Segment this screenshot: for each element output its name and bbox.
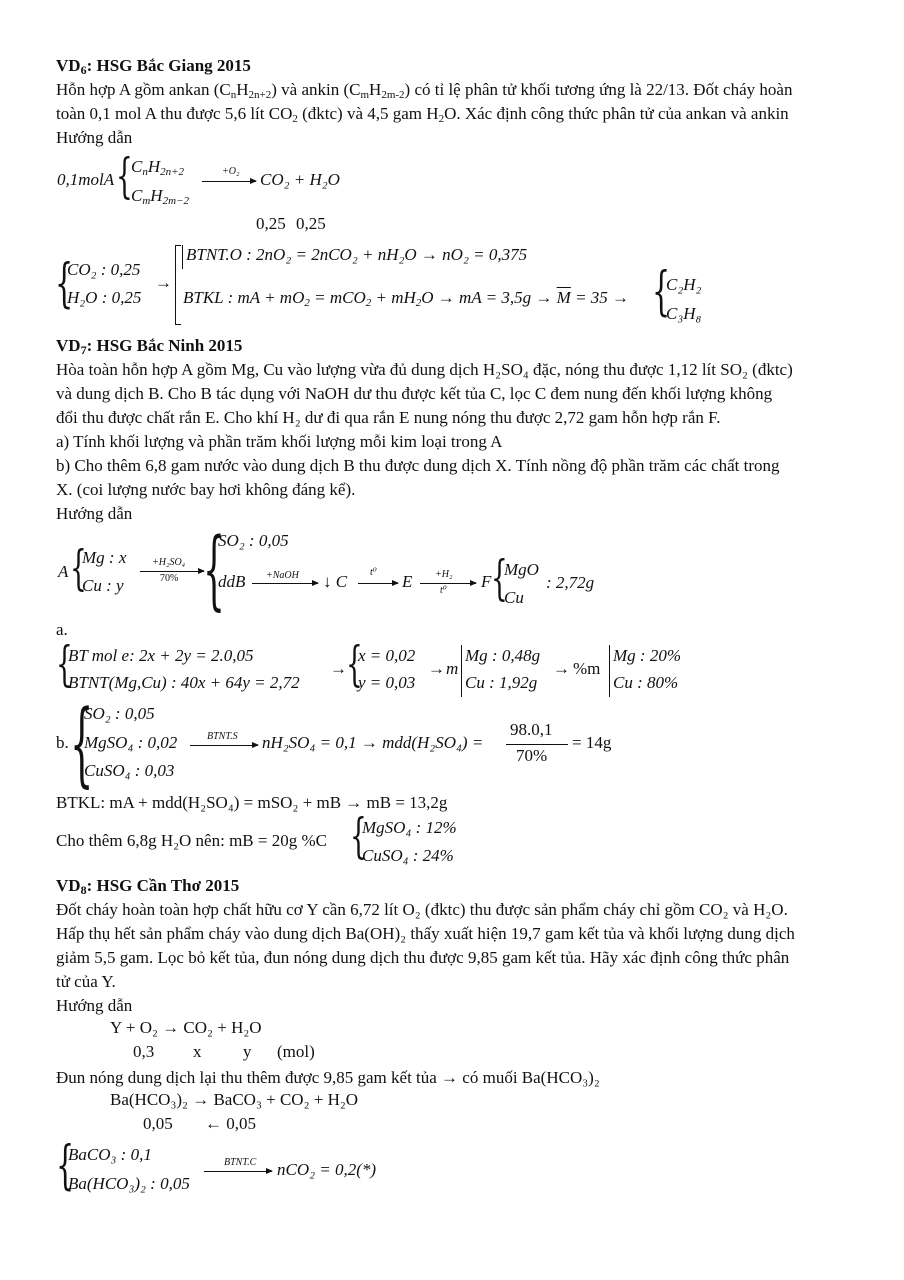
vd7-scheme-272: : 2,72g <box>546 573 595 592</box>
vd6-p2-a: toàn 0,1 mol A thu được 5,6 lít CO <box>56 104 293 123</box>
vd7-scheme-arrow-3 <box>358 583 398 584</box>
vd6-eq2-right-brace: { <box>652 262 671 322</box>
vd7-problem-line-2: và dung dịch B. Cho B tác dụng với NaOH dư thu được kết tủa C, lọc C đem nung đến khối lượng không <box>56 384 773 403</box>
vd6-p1-b: H <box>236 80 249 99</box>
vd6-heading <box>56 54 856 78</box>
vd7-a-m: m <box>446 659 459 678</box>
vd7-a-arrow-1: → <box>330 659 347 678</box>
vd8-final-result: nCO₂ = 0,2(*) <box>277 1160 377 1179</box>
vd6-eq2-btkl-a: BTKL : mA + mO <box>183 288 305 307</box>
vd7-b-den: 70% <box>516 746 548 765</box>
vd6-eq1-top <box>131 157 184 177</box>
vd7-a-mg: Mg : 0,48g <box>465 646 541 665</box>
vd8-reaction-1-v1: 0,3 <box>133 1042 155 1061</box>
vd6-eq1-arrow <box>202 181 256 182</box>
vd6-eq2-btkl-e: = 35 → <box>570 288 630 307</box>
vd6-p2-c: (đktc) và 4,5 gam H <box>297 104 439 123</box>
vd7-a-label: a. <box>56 620 68 639</box>
vd7-scheme-brace-b: { <box>203 520 225 620</box>
vd8-problem-line-3: giảm 5,5 gam. Lọc bỏ kết tủa, đun nóng dung dịch thu được 9,85 gam kết tủa. Hãy xác định công thức phân <box>56 948 790 967</box>
vd8-title-prefix: VD <box>56 876 81 895</box>
vd7-a-brace-1: { <box>56 636 73 692</box>
vd8-final-baco3: BaCO₃ : 0,1 <box>68 1145 152 1164</box>
vd7-a-bt: BT mol e: 2x + 2y = 2.0,05 <box>68 646 254 665</box>
vd7-scheme-h2: +H₂ <box>435 569 453 580</box>
vd7-a-arrow-3: → <box>553 659 570 678</box>
vd7-scheme-cu2: Cu <box>504 588 524 607</box>
vd7-title-num: 7 <box>80 343 87 357</box>
vd7-scheme-so2: SO₂ : 0,05 <box>218 531 289 550</box>
vd7-heading <box>56 334 856 358</box>
vd7-a-pm: %m <box>573 659 601 678</box>
vd6-p1-a: Hỗn hợp A gồm ankan (C <box>56 80 231 99</box>
vd8-title-num: 8 <box>80 883 87 897</box>
vd6-eq1-arrow-label: +O₂ <box>222 166 240 177</box>
vd8-reaction-1-v3: y <box>243 1042 252 1061</box>
vd7-b-arrow-label: BTNT.S <box>207 731 238 742</box>
vd6-eq2-btkl: BTKL : mA + $mO_2 = mCO_2 + mH_2O$ → mA = $3,5g \to \overline{M} = 35$ → <box>183 288 630 309</box>
vd7-scheme-arrow-top: +H₂SO₄ <box>152 557 186 568</box>
vd7-scheme-brace-f: { <box>491 550 508 606</box>
vd6-eq2-co2: CO₂ : 0,25 <box>67 260 141 279</box>
vd7-problem-line-1: Hòa toàn hỗn hợp A gồm Mg, Cu vào lượng vừa đủ dung dịch H₂SO₄ đặc, nóng thu được 1,12 lít SO₂ (đktc) <box>56 360 793 379</box>
vd8-problem-line-1: Đốt cháy hoàn toàn hợp chất hữu cơ Y cần 6,72 lít O₂ (đktc) thu được sản phẩm cháy chỉ gồm CO₂ và H₂O. <box>56 900 788 919</box>
vd7-scheme-brace-a: { <box>70 540 87 596</box>
vd8-reaction-2: Ba(HCO₃)₂ → BaCO₃ + CO₂ + H₂O <box>110 1090 359 1109</box>
vd6-eq1-bottom <box>131 186 189 206</box>
vd6-eq2-bracket-top <box>175 245 181 246</box>
vd6-eq1-values: 0,25 0,25 <box>256 214 326 233</box>
vd7-b-frac-line <box>506 744 568 745</box>
vd7-a-arrow-2: → <box>428 659 445 678</box>
vd8-heading <box>56 874 856 898</box>
vd7-add-brace: { <box>350 808 367 864</box>
vd8-final-bahco3: Ba(HCO₃)₂ : 0,05 <box>68 1174 190 1193</box>
vd7-scheme-naoh: +NaOH <box>266 570 299 581</box>
vd7-scheme-arrow-bot: 70% <box>160 573 179 584</box>
vd6-title-rest: : HSG Bắc Giang 2015 <box>86 56 251 75</box>
vd7-scheme-f: F <box>481 572 492 591</box>
vd7-question-a: a) Tính khối lượng và phần trăm khối lượng mỗi kim loại trong A <box>56 432 503 451</box>
vd6-eq2-bracket-bottom <box>175 324 181 325</box>
vd6-eq1-top-n: n <box>142 166 148 178</box>
vd7-question-b-line-2: X. (coi lượng nước bay hơi không đáng kể). <box>56 480 356 499</box>
vd6-eq2-h2o: H₂O : 0,25 <box>67 288 142 307</box>
vd6-eq1-brace: { <box>116 148 133 204</box>
vd7-b-num: 98.0,1 <box>510 720 553 739</box>
vd7-a-x: x = 0,02 <box>358 646 416 665</box>
vd6-problem-line-2 <box>56 102 856 126</box>
vd6-p1-2m2: 2m-2 <box>381 89 405 101</box>
vd7-b-res: = 14g <box>572 733 612 752</box>
vd7-a-bar-2 <box>609 645 610 697</box>
vd8-heat-line: Đun nóng dung dịch lại thu thêm được 9,85 gam kết tủa → có muối Ba(HCO₃)₂ <box>56 1068 600 1087</box>
vd7-a-mgp: Mg : 20% <box>613 646 681 665</box>
vd6-eq2-btkl-d: O → mA = 3,5g → <box>421 288 557 307</box>
vd6-p2-b: 2 <box>292 113 298 125</box>
vd6-p1-n: n <box>230 89 237 101</box>
vd7-a-cu: Cu : 1,92g <box>465 673 538 692</box>
vd8-reaction-1-v4: (mol) <box>277 1042 315 1061</box>
vd7-scheme-e: E <box>402 572 413 591</box>
vd7-scheme-mgo: MgO <box>504 560 539 579</box>
vd7-scheme-arrow-4 <box>420 583 476 584</box>
vd8-problem-line-4: tử của Y. <box>56 972 116 991</box>
vd7-title-prefix: VD <box>56 336 81 355</box>
vd7-btkl: BTKL: mA + mdd(H₂SO₄) = mSO₂ + mB → mB = 13,2g <box>56 793 448 812</box>
vd7-scheme-t0a: t⁰ <box>370 567 377 578</box>
vd7-add: Cho thêm 6,8g H₂O nên: mB = 20g %C <box>56 831 327 850</box>
vd7-problem-line-3: đổi thu được chất rắn E. Cho khí H₂ dư đi qua rắn E nung nóng thu được 2,72 gam hỗn hợp rắn F. <box>56 408 721 427</box>
vd6-eq2-btkl-mbar: $\overline{M}$ <box>556 288 571 307</box>
vd7-add-mg: MgSO₄ : 12% <box>362 818 457 837</box>
vd6-eq2-r1: C₂H₂ <box>666 275 702 294</box>
vd6-p1-d: H <box>369 80 382 99</box>
vd7-scheme-arrow-1 <box>140 571 204 572</box>
vd7-b-brace: { <box>70 690 94 797</box>
vd7-guide-label: Hướng dẫn <box>56 504 133 523</box>
vd8-final-arrow <box>204 1171 272 1172</box>
vd7-scheme-mg: Mg : x <box>82 548 127 567</box>
vd6-eq2-bracket <box>175 245 176 325</box>
vd6-eq2-btkl-b: = mCO <box>309 288 366 307</box>
vd6-eq2-brace: { <box>55 254 74 314</box>
vd7-scheme-a: A <box>58 562 69 581</box>
vd7-b-label: b. <box>56 733 69 752</box>
vd7-scheme-c: ↓ C <box>323 572 348 591</box>
vd6-eq1-right: CO₂ + H₂O <box>260 170 340 189</box>
vd6-p2-d: 2 <box>438 113 445 125</box>
vd7-add-cu: CuSO₄ : 24% <box>362 846 454 865</box>
vd7-b-cuso4: CuSO₄ : 0,03 <box>84 761 175 780</box>
vd6-p1-c: ) và ankin (C <box>271 80 361 99</box>
vd6-guide-label: Hướng dẫn <box>56 128 133 147</box>
vd8-reaction-1: Y + O₂ → CO₂ + H₂O <box>110 1018 262 1037</box>
vd8-reaction-1-v2: x <box>193 1042 202 1061</box>
vd6-eq2-inner-bar <box>182 245 183 269</box>
vd8-reaction-2-v2: ← 0,05 <box>205 1114 256 1133</box>
vd8-guide-label: Hướng dẫn <box>56 996 133 1015</box>
vd6-eq2-arrow: → <box>155 273 172 292</box>
vd6-eq1-top-c: C <box>131 157 143 176</box>
vd6-eq1-bot-s: 2m−2 <box>162 195 189 207</box>
vd6-eq2-btnt: BTNT.O : 2nO₂ = 2nCO₂ + nH₂O → nO₂ = 0,375 <box>186 245 528 264</box>
vd8-final-arrow-label: BTNT.C <box>224 1157 257 1168</box>
vd8-final-brace: { <box>56 1136 75 1196</box>
vd7-title-rest: : HSG Bắc Ninh 2015 <box>86 336 243 355</box>
vd6-problem-line-1 <box>56 78 856 102</box>
vd6-eq2-r2: C₃H₈ <box>666 304 702 323</box>
vd6-eq2-btkl-c: + mH <box>371 288 416 307</box>
vd7-a-btnt: BTNT(Mg,Cu) : 40x + 64y = 2,72 <box>68 673 300 692</box>
vd7-a-bar-1 <box>461 645 462 697</box>
vd6-eq1-bot-c: C <box>131 186 143 205</box>
vd7-a-y: y = 0,03 <box>358 673 416 692</box>
vd8-problem-line-2: Hấp thụ hết sản phẩm cháy vào dung dịch Ba(OH)₂ thấy xuất hiện 19,7 gam kết tủa và khối lượng dung dịch <box>56 924 795 943</box>
vd6-p2-e: O. Xác định công thức phân tử của ankan và ankin <box>444 104 789 123</box>
vd6-title-prefix: VD <box>56 56 81 75</box>
vd6-eq1-bot-m: m <box>142 195 151 207</box>
vd6-eq1-top-s: 2n+2 <box>160 166 185 178</box>
vd7-scheme-t0b: t⁰ <box>440 585 447 596</box>
vd7-b-mgso4: MgSO₄ : 0,02 <box>84 733 178 752</box>
vd7-question-b-line-1: b) Cho thêm 6,8 gam nước vào dung dịch B thu được dung dịch X. Tính nồng độ phần trăm các chất trong <box>56 456 780 475</box>
vd7-b-n: nH₂SO₄ = 0,1 → mdd(H₂SO₄) = <box>262 733 484 752</box>
vd7-b-so2: SO₂ : 0,05 <box>84 704 155 723</box>
vd7-b-arrow <box>190 745 258 746</box>
vd7-scheme-ddb: ddB <box>218 572 246 591</box>
vd6-p1-m: m <box>360 89 370 101</box>
vd6-eq1-top-h: H <box>147 157 161 176</box>
vd8-title-rest: : HSG Cần Thơ 2015 <box>86 876 240 895</box>
vd6-title-num: 6 <box>80 63 87 77</box>
vd7-a-cup: Cu : 80% <box>613 673 679 692</box>
vd6-p1-e: ) có tỉ lệ phân tử khối tương ứng là 22/13. Đốt cháy hoàn <box>404 80 793 99</box>
vd6-eq1-bot-h: H <box>150 186 163 205</box>
vd6-eq1-left: 0,1molA <box>57 170 115 189</box>
vd7-scheme-cu: Cu : y <box>82 576 124 595</box>
vd7-scheme-arrow-2 <box>252 583 318 584</box>
vd8-reaction-2-v1: 0,05 <box>143 1114 173 1133</box>
vd7-a-brace-2: { <box>346 636 363 692</box>
vd6-p1-2n2: 2n+2 <box>248 89 272 101</box>
